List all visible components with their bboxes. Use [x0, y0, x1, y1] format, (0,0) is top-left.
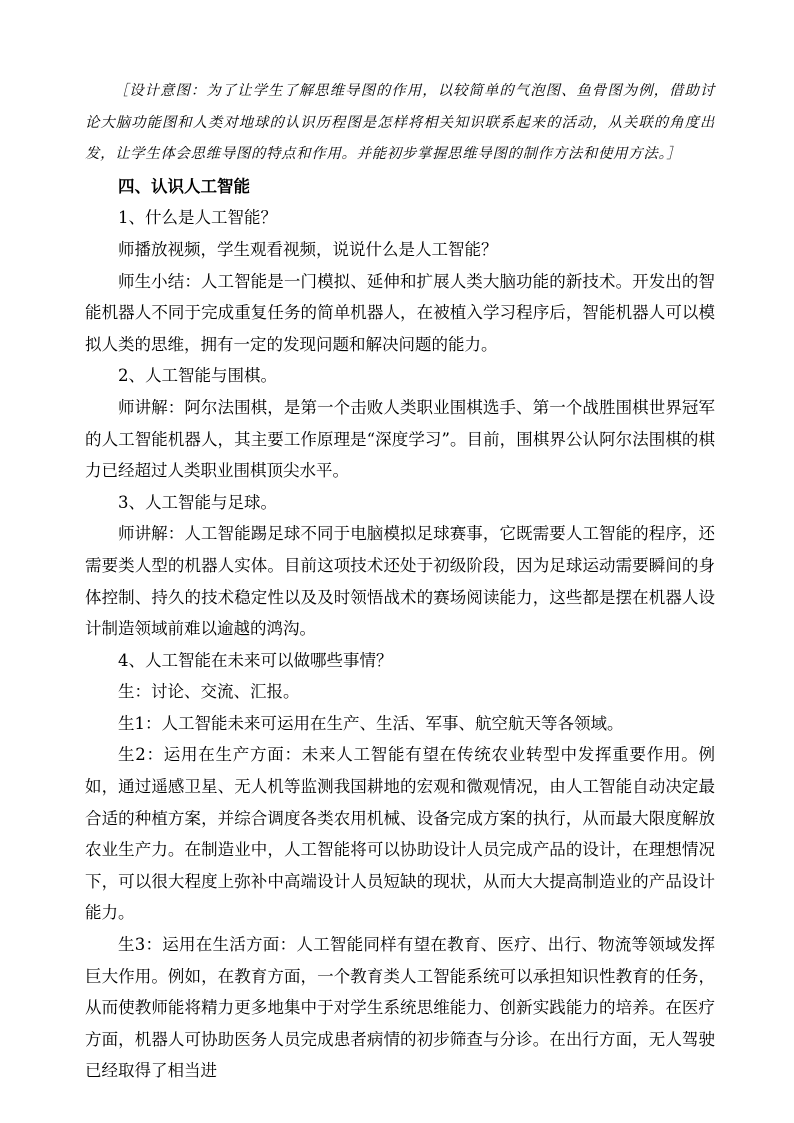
subheading-ai-football: 3、人工智能与足球。 [118, 492, 277, 512]
body-paragraph: 师播放视频，学生观看视频，说说什么是人工智能？ [118, 239, 498, 259]
section-heading: 四、认识人工智能 [118, 176, 250, 196]
subheading-ai-future: 4、人工智能在未来可以做哪些事情？ [118, 650, 393, 670]
subheading-ai-go: 2、人工智能与围棋。 [118, 366, 277, 386]
subheading-what-is-ai: 1、什么是人工智能？ [118, 208, 277, 228]
body-paragraph: 师讲解：人工智能踢足球不同于电脑模拟足球赛事，它既需要人工智能的程序，还需要类人型的机器人实体。目前这项技术还处于初级阶段，因为足球运动需要瞬间的身体控制、持久的技术稳定性以及及时领悟战术的赛场阅读能力，这些都是摆在机器人设计制造领域前难以逾越的鸿沟。 [85, 524, 715, 639]
body-paragraph: 生3：运用在生活方面：人工智能同样有望在教育、医疗、出行、物流等领域发挥巨大作用。例如，在教育方面，一个教育类人工智能系统可以承担知识性教育的任务，从而使教师能将精力更多地集中于对学生系统思维能力、创新实践能力的培养。在医疗方面，机器人可协助医务人员完成患者病情的初步筛查与分诊。在出行方面，无人驾驶已经取得了相当进 [85, 935, 715, 1081]
body-paragraph: 生：讨论、交流、汇报。 [118, 682, 300, 702]
body-paragraph: 师生小结：人工智能是一门模拟、延伸和扩展人类大脑功能的新技术。开发出的智能机器人不同于完成重复任务的简单机器人，在被植入学习程序后，智能机器人可以模拟人类的思维，拥有一定的发现问题和解决问题的能力。 [85, 271, 715, 354]
design-intent-paragraph: ［设计意图：为了让学生了解思维导图的作用，以较简单的气泡图、鱼骨图为例，借助讨论大脑功能图和人类对地球的认识历程图是怎样将相关知识联系起来的活动，从关联的角度出发，让学生体会思维导图的特点和作用。并能初步掌握思维导图的制作方法和使用方法。］ [85, 83, 715, 163]
body-paragraph: 师讲解：阿尔法围棋，是第一个击败人类职业围棋选手、第一个战胜围棋世界冠军的人工智能机器人，其主要工作原理是“深度学习”。目前，围棋界公认阿尔法围棋的棋力已经超过人类职业围棋顶尖水平。 [85, 397, 715, 481]
document-body [85, 76, 715, 1087]
body-paragraph: 生2：运用在生产方面：未来人工智能有望在传统农业转型中发挥重要作用。例如，通过遥感卫星、无人机等监测我国耕地的宏观和微观情况，由人工智能自动决定最合适的种植方案，并综合调度各类农用机械、设备完成方案的执行，从而最大限度解放农业生产力。在制造业中，人工智能将可以协助设计人员完成产品的设计，在理想情况下，可以很大程度上弥补中高端设计人员短缺的现状，从而大大提高制造业的产品设计能力。 [85, 745, 715, 923]
body-paragraph: 生1：人工智能未来可运用在生产、生活、军事、航空航天等各领域。 [118, 713, 624, 733]
